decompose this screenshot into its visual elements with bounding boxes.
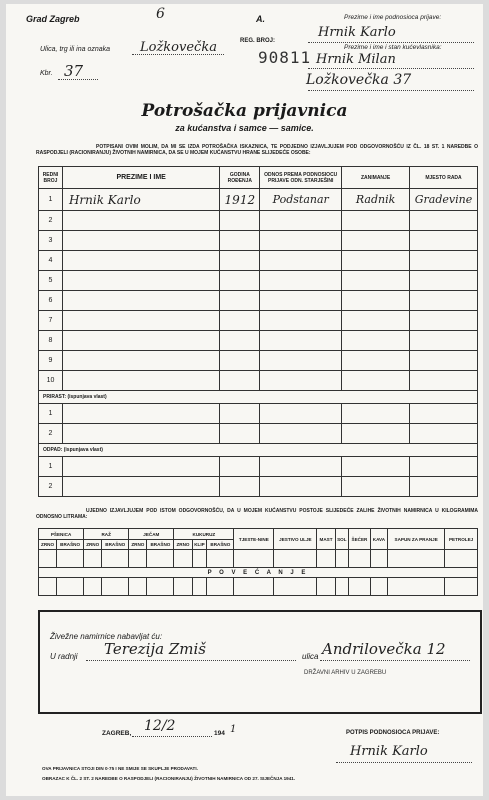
sub-flour: BRAŠNO <box>57 540 84 550</box>
table-row <box>39 189 478 211</box>
sub-flour: BRAŠNO <box>102 540 129 550</box>
house-value: 37 <box>64 62 84 80</box>
member-job: Radnik <box>342 189 410 211</box>
odpad-label: ODPAD: (ispunjava vlast) <box>39 444 478 457</box>
table-row <box>39 311 478 331</box>
table-row <box>39 457 478 477</box>
row-num: 8 <box>39 331 63 351</box>
letter-a: A. <box>256 14 265 24</box>
food-oil: JESTIVO ULJE <box>274 529 317 550</box>
year-digit: 1 <box>230 724 237 735</box>
table-row <box>39 550 478 568</box>
owner-label: Prezime i ime i stan kućevlasnika: <box>344 44 442 51</box>
sub-corn-grain: ZRNO <box>174 540 192 550</box>
street-label: Ulica, trg ili ina oznaka <box>40 46 111 53</box>
sub-grain: ZRNO <box>129 540 147 550</box>
food-petroleum: PETROLEJ <box>445 529 478 550</box>
prirast-row-num: 1 <box>39 404 63 424</box>
owner-address: Ložkovečka 37 <box>306 72 412 88</box>
col-header-year: GODINA ROĐENJA <box>220 167 260 189</box>
applicant-value: Hrnik Karlo <box>318 25 396 40</box>
table-row <box>39 291 478 311</box>
signature-line <box>336 762 472 763</box>
shop-value: Terezija Zmiš <box>104 640 206 658</box>
food-group-rye: RAŽ <box>84 529 129 540</box>
sub-corn-flour: BRAŠNO <box>207 540 234 550</box>
row-num: 5 <box>39 271 63 291</box>
table-row <box>39 331 478 351</box>
street-value: Ložkovečka <box>140 40 217 55</box>
date-value: 12/2 <box>144 718 176 734</box>
house-label: Kbr. <box>40 70 53 77</box>
reg-number: 90811 <box>258 48 312 67</box>
supplier-title: Živežne namirnice nabavljat ću: <box>50 632 163 641</box>
table-row <box>39 251 478 271</box>
row-num: 6 <box>39 291 63 311</box>
declaration-text: UJEDNO IZJAVLJUJEM POD ISTOM ODGOVORNOŠĆU, DA U MOJEM KUĆANSTVU POSTOJE SLIJEDEĆE ZALIHE ŽIVOTNIH NAMIRNICA U KILOGRAMIMA ODNOSNO LITRAMA: <box>36 508 478 520</box>
col-header-place: MJESTO RADA <box>410 167 478 189</box>
signature-label: POTPIS PODNOSIOCA PRIJAVE: <box>346 730 440 736</box>
sub-grain: ZRNO <box>39 540 57 550</box>
food-group-corn: KUKURUZ <box>174 529 234 540</box>
sub-corn-cob: KLIP <box>192 540 207 550</box>
intro-text: POTPISANI OVIM MOLIM, DA MI SE IZDA POTROŠAČKA ISKAZNICA, TE PODJEDNO IZJAVLJUJEM POD ODGOVORNOŠĆU IZ ČL. 18 ST. 1 NAREDBE O RASPODJELI (RACIONIRANJU) ŽIVOTNIH NAMIRNICA, DA SE U MOJEM KUĆANSTVU HRANE SLIJEDEĆE OSOBE: <box>36 144 478 156</box>
sub-flour: BRAŠNO <box>147 540 174 550</box>
food-soap: SAPUN ZA PRANJE <box>388 529 445 550</box>
food-stock-table <box>38 528 478 596</box>
food-sugar: ŠEĆER <box>349 529 371 550</box>
members-table <box>38 166 478 497</box>
povecanje-label: P O V E Ć A N J E <box>39 568 478 578</box>
city-label: Grad Zagreb <box>26 14 80 24</box>
food-group-barley: JEČAM <box>129 529 174 540</box>
member-name: Hrnik Karlo <box>62 189 219 211</box>
owner-line <box>308 68 474 69</box>
shop-line <box>86 660 296 661</box>
row-num: 3 <box>39 231 63 251</box>
form-note: OBRAZAC K ČL. 2 ST. 2 NAREDBE O RASPODJELI (RACIONIRANJU) ŽIVOTNIH NAMIRNICA OD 27. SIJEČNJA 1941. <box>42 776 296 781</box>
owner-value: Hrnik Milan <box>316 52 396 67</box>
table-row <box>39 271 478 291</box>
row-num: 1 <box>39 189 63 211</box>
table-row <box>39 211 478 231</box>
table-row <box>39 477 478 497</box>
odpad-row-num: 1 <box>39 457 63 477</box>
col-header-num: REDNI BROJ <box>39 167 63 189</box>
prirast-label: PRIRAST: (ispunjava vlast) <box>39 391 478 404</box>
table-row <box>39 351 478 371</box>
food-pasta: TJESTE-NINE <box>234 529 274 550</box>
year-text: 194 <box>214 730 225 737</box>
food-lard: MAST <box>317 529 335 550</box>
col-header-job: ZANIMANJE <box>342 167 410 189</box>
food-salt: SOL <box>335 529 349 550</box>
table-row <box>39 424 478 444</box>
reg-label: REG. BROJ: <box>240 38 276 44</box>
sub-grain: ZRNO <box>84 540 102 550</box>
table-row <box>39 404 478 424</box>
col-header-relation: ODNOS PREMA PODNOSIOCU PRIJAVE ODN. STARJEŠINI <box>260 167 342 189</box>
member-place: Gradevine <box>410 189 478 211</box>
place-label: ZAGREB, <box>102 730 132 737</box>
applicant-label: Prezime i ime podnosioca prijave: <box>344 14 442 21</box>
row-num: 9 <box>39 351 63 371</box>
row-num: 4 <box>39 251 63 271</box>
price-note: OVA PRIJAVNICA STOJI DIN 0·75 I NE SMIJE SE SKUPLJE PRODAVATI. <box>42 766 198 771</box>
food-group-wheat: PŠENICA <box>39 529 84 540</box>
member-year: 1912 <box>220 189 260 211</box>
supplier-box <box>38 610 482 714</box>
member-relation: Podstanar <box>260 189 342 211</box>
street-label-2: ulica <box>302 652 319 661</box>
supplier-street-value: Andrilovečka 12 <box>322 640 446 658</box>
shop-label: U radnji <box>50 652 78 661</box>
supplier-street-line <box>320 660 470 661</box>
row-num: 7 <box>39 311 63 331</box>
date-line <box>132 736 212 737</box>
form-title: Potrošačka prijavnica <box>141 101 348 121</box>
row-num: 2 <box>39 211 63 231</box>
odpad-row-num: 2 <box>39 477 63 497</box>
archive-stamp: DRŽAVNI ARHIV U ZAGREBU <box>304 670 387 676</box>
table-row <box>39 371 478 391</box>
form-page <box>6 4 483 796</box>
food-coffee: KAVA <box>370 529 387 550</box>
table-row <box>39 231 478 251</box>
owner-address-line <box>308 90 474 91</box>
applicant-line <box>308 42 474 43</box>
signature-value: Hrnik Karlo <box>350 744 428 759</box>
form-subtitle: za kućanstva i samce — samice. <box>175 123 314 133</box>
prirast-row-num: 2 <box>39 424 63 444</box>
table-row <box>39 578 478 596</box>
scribble-mark: 6 <box>156 6 165 22</box>
col-header-name: PREZIME I IME <box>62 167 219 189</box>
row-num: 10 <box>39 371 63 391</box>
